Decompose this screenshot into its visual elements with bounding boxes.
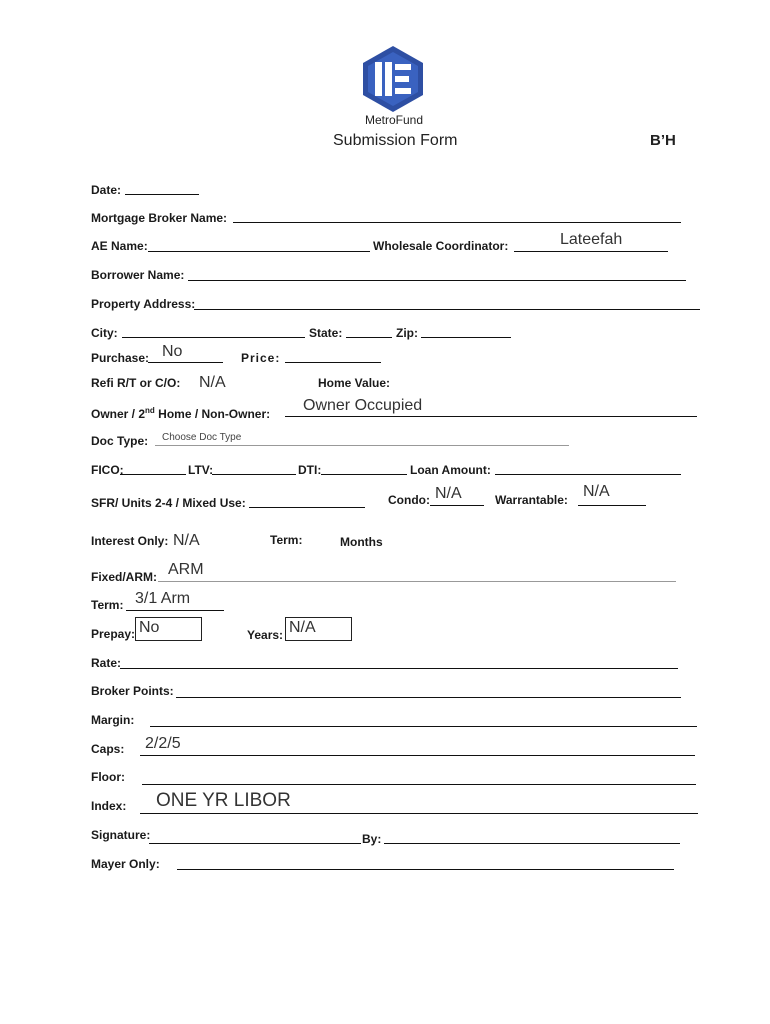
term-label: Term: — [91, 598, 124, 612]
property-address-label: Property Address: — [91, 297, 196, 311]
ae-name-label: AE Name: — [91, 239, 148, 253]
borrower-name-label: Borrower Name: — [91, 268, 185, 282]
warrantable-value: N/A — [583, 483, 610, 500]
fico-label: FICO: — [91, 463, 124, 477]
sfr-field[interactable] — [249, 507, 365, 508]
condo-label: Condo: — [388, 493, 430, 507]
caps-value: 2/2/5 — [145, 735, 181, 752]
price-field[interactable] — [285, 362, 381, 363]
metrofund-logo — [358, 44, 428, 114]
broker-points-field[interactable] — [176, 697, 681, 698]
term-top-label: Term: — [270, 533, 303, 547]
refi-value[interactable]: N/A — [199, 374, 226, 391]
broker-name-field[interactable] — [233, 222, 681, 223]
years-label: Years: — [247, 628, 284, 642]
by-label: By: — [362, 832, 382, 846]
city-label: City: — [91, 326, 118, 340]
loan-amount-label: Loan Amount: — [410, 463, 491, 477]
ae-name-field[interactable] — [148, 251, 370, 252]
doc-type-underline — [155, 445, 569, 446]
term-value: 3/1 Arm — [135, 590, 191, 607]
property-address-field[interactable] — [194, 309, 700, 310]
ltv-field[interactable] — [212, 474, 296, 475]
margin-field[interactable] — [150, 726, 697, 727]
index-value: ONE YR LIBOR — [156, 790, 291, 811]
owner-field[interactable] — [285, 416, 697, 417]
wholesale-coordinator-field[interactable] — [514, 251, 668, 252]
header-code: B’H — [650, 132, 676, 149]
broker-points-label: Broker Points: — [91, 684, 174, 698]
owner-label: Owner / 2nd Home / Non-Owner: — [91, 406, 271, 421]
purchase-label: Purchase: — [91, 351, 150, 365]
doc-type-label: Doc Type: — [91, 434, 149, 448]
fixed-arm-field[interactable] — [158, 581, 676, 582]
state-field[interactable] — [346, 337, 392, 338]
price-label: Price: — [241, 351, 281, 365]
ltv-label: LTV: — [188, 463, 214, 477]
purchase-field[interactable] — [148, 362, 223, 363]
mayer-only-label: Mayer Only: — [91, 857, 160, 871]
date-field[interactable] — [125, 194, 199, 195]
dti-label: DTI: — [298, 463, 322, 477]
broker-name-label: Mortgage Broker Name: — [91, 211, 228, 225]
floor-field[interactable] — [142, 784, 696, 785]
months-label: Months — [340, 535, 383, 549]
by-field[interactable] — [384, 843, 680, 844]
caps-field[interactable] — [140, 755, 695, 756]
wholesale-coordinator-value: Lateefah — [560, 231, 623, 248]
logo-text: MetroFund — [364, 113, 424, 127]
years-input[interactable]: N/A — [285, 617, 352, 641]
index-field[interactable] — [140, 813, 698, 814]
sfr-label: SFR/ Units 2-4 / Mixed Use: — [91, 496, 246, 510]
warrantable-label: Warrantable: — [495, 493, 568, 507]
condo-field[interactable] — [430, 505, 484, 506]
loan-amount-field[interactable] — [495, 474, 681, 475]
prepay-label: Prepay: — [91, 627, 136, 641]
state-label: State: — [309, 326, 343, 340]
page-title: Submission Form — [333, 132, 458, 149]
floor-label: Floor: — [91, 770, 125, 784]
condo-value: N/A — [435, 485, 462, 502]
logo-hexagon-icon — [358, 44, 428, 114]
wholesale-coordinator-label: Wholesale Coordinator: — [373, 239, 509, 253]
interest-only-value[interactable]: N/A — [173, 532, 200, 549]
date-label: Date: — [91, 183, 122, 197]
rate-field[interactable] — [120, 668, 678, 669]
fixed-arm-label: Fixed/ARM: — [91, 570, 157, 584]
borrower-name-field[interactable] — [188, 280, 686, 281]
signature-label: Signature: — [91, 828, 151, 842]
caps-label: Caps: — [91, 742, 125, 756]
owner-value: Owner Occupied — [303, 397, 423, 414]
warrantable-field[interactable] — [578, 505, 646, 506]
term-field[interactable] — [126, 610, 224, 611]
fico-field[interactable] — [120, 474, 186, 475]
prepay-input[interactable]: No — [135, 617, 202, 641]
purchase-value: No — [162, 343, 183, 360]
dti-field[interactable] — [321, 474, 407, 475]
doc-type-dropdown[interactable]: Choose Doc Type — [162, 432, 242, 443]
refi-label: Refi R/T or C/O: — [91, 376, 181, 390]
margin-label: Margin: — [91, 713, 135, 727]
home-value-label: Home Value: — [318, 376, 391, 390]
signature-field[interactable] — [149, 843, 361, 844]
rate-label: Rate: — [91, 656, 122, 670]
city-field[interactable] — [122, 337, 305, 338]
index-label: Index: — [91, 799, 127, 813]
interest-only-label: Interest Only: — [91, 534, 169, 548]
mayer-only-field[interactable] — [177, 869, 674, 870]
zip-label: Zip: — [396, 326, 418, 340]
zip-field[interactable] — [421, 337, 511, 338]
fixed-arm-value: ARM — [168, 561, 204, 578]
